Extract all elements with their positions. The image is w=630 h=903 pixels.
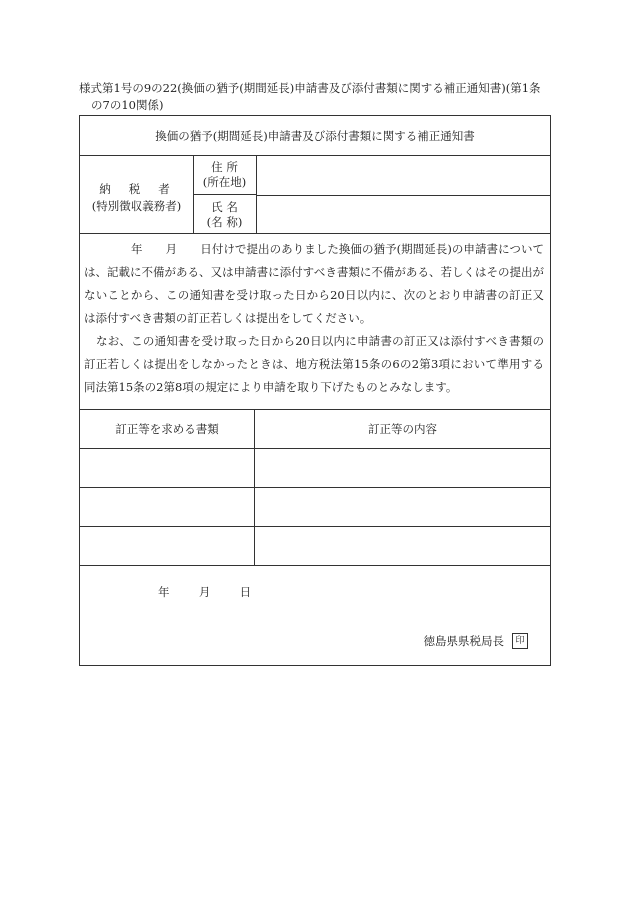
issue-date — [158, 584, 251, 600]
notice-paragraph-2: なお、この通知書を受け取った日から20日以内に申請書の訂正又は添付すべき書類の訂正若しくは提出をしなかったときは、地方税法第15条の6の2第3項において準用する同法第15条の2第8項の規定により申請を取り下げたものとみなします。 — [84, 334, 544, 394]
seal-mark: 印 — [512, 633, 528, 649]
correction-table-header — [80, 410, 550, 449]
form-title: 換価の猶予(期間延長)申請書及び添付書類に関する補正通知書 — [80, 116, 550, 156]
issuer-signature — [424, 633, 529, 649]
form-number-line2: の7の10関係) — [91, 98, 164, 112]
address-sub-label: (所在地) — [202, 175, 247, 189]
doc-cell[interactable] — [80, 488, 255, 526]
taxpayer-label: 納税者 — [99, 182, 188, 196]
address-label-cell — [193, 156, 256, 195]
content-cell[interactable] — [255, 488, 550, 526]
issue-footer — [80, 566, 550, 666]
name-field[interactable] — [256, 195, 550, 234]
month-label: 月 — [198, 585, 211, 599]
taxpayer-field-labels — [193, 156, 257, 234]
taxpayer-section — [80, 156, 550, 234]
doc-cell[interactable] — [80, 527, 255, 565]
special-collector-label: (特別徴収義務者) — [91, 199, 182, 213]
issuer-name: 徳島県県税局長 — [423, 634, 504, 648]
doc-cell[interactable] — [80, 449, 255, 487]
notice-paragraph-1: 年 月 日付けで提出のありました換価の猶予(期間延長)の申請書については、記載に不備がある、又は申請書に添付すべき書類に不備がある、若しくはその提出がないことから、この通知書を受け取った日から20日以内に、次のとおり申請書の訂正又は添付すべき書類の訂正若しくは提出をしてください。 — [84, 242, 544, 325]
form-number-line1: 様式第1号の9の22(換価の猶予(期間延長)申請書及び添付書類に関する補正通知書)(第1条 — [79, 81, 541, 95]
name-label-cell — [193, 195, 256, 234]
notice-body — [80, 234, 550, 410]
taxpayer-values — [256, 156, 550, 234]
table-row — [80, 527, 550, 566]
address-label: 住 所 — [211, 160, 238, 174]
name-label: 氏 名 — [211, 199, 238, 214]
taxpayer-label-cell — [80, 156, 194, 234]
day-label: 日 — [239, 585, 252, 599]
table-row — [80, 449, 550, 488]
form-number-header — [79, 80, 559, 114]
year-label: 年 — [158, 585, 170, 599]
notice-form — [79, 115, 551, 666]
address-field[interactable] — [256, 156, 550, 195]
content-cell[interactable] — [255, 449, 550, 487]
content-cell[interactable] — [255, 527, 550, 565]
name-sub-label: (名 称) — [206, 214, 243, 229]
column-header-content: 訂正等の内容 — [368, 422, 437, 436]
table-row — [80, 488, 550, 527]
column-header-documents: 訂正等を求める書類 — [80, 410, 255, 448]
